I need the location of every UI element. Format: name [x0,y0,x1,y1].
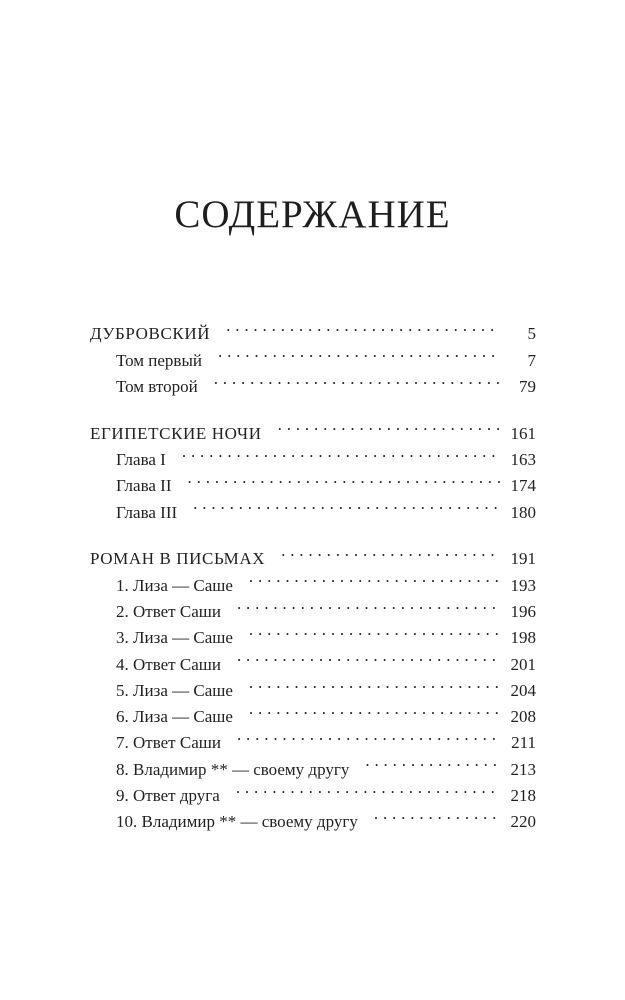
toc-page-number: 220 [510,812,536,832]
toc-entry-label: 7. Ответ Саши [116,733,221,753]
dot-leader [237,643,500,669]
toc-page-number: 196 [510,601,536,621]
toc-heading[interactable] [90,538,536,569]
toc-entry-label: 1. Лиза — Саше [116,575,233,595]
toc-page-number: 174 [510,476,536,496]
toc-heading[interactable] [90,412,536,443]
toc-page-number: 7 [527,350,536,370]
toc-page-number: 213 [510,759,536,779]
dot-leader [249,617,500,643]
toc-page-number: 198 [510,628,536,648]
toc-entry-label: Том второй [116,376,198,396]
dot-leader [182,439,500,465]
toc-page-number: 191 [510,549,536,569]
dot-leader [188,465,501,491]
toc-page-number: 208 [510,707,536,727]
dot-leader [193,491,500,517]
toc-page-number: 193 [510,575,536,595]
toc-entry-label: Глава II [116,476,172,496]
toc-entry-label: Глава I [116,449,166,469]
toc-heading-label: РОМАН В ПИСЬМАХ [90,549,266,569]
page-title: СОДЕРЖАНИЕ [174,193,451,236]
toc-page-number: 5 [527,324,536,344]
toc-page-number: 163 [510,449,536,469]
toc-page-number: 211 [511,733,536,753]
dot-leader [214,366,500,392]
toc-entry-label: 2. Ответ Саши [116,601,221,621]
toc-heading[interactable] [90,313,536,344]
toc-entry-label: 4. Ответ Саши [116,654,221,674]
dot-leader [237,722,500,748]
dot-leader [249,696,500,722]
dot-leader [237,591,500,617]
table-of-contents [90,313,536,848]
dot-leader [278,412,500,438]
dot-leader [218,339,500,365]
toc-section-egyptian-nights [90,412,536,522]
toc-entry-label: Глава III [116,502,178,522]
toc-page-number: 201 [510,654,536,674]
toc-page-number: 79 [519,376,536,396]
toc-entry-label: 6. Лиза — Саше [116,707,233,727]
toc-heading-label: ДУБРОВСКИЙ [90,324,211,344]
toc-entry-label: 5. Лиза — Саше [116,680,233,700]
toc-entry-label: Том первый [116,350,202,370]
dot-leader [226,313,500,339]
toc-heading-label: ЕГИПЕТСКИЕ НОЧИ [90,423,262,443]
dot-leader [374,801,500,827]
dot-leader [281,538,500,564]
dot-leader [365,748,500,774]
toc-page-number: 218 [510,786,536,806]
dot-leader [249,564,500,590]
toc-section-dubrovsky [90,313,536,396]
toc-entry-label: 3. Лиза — Саше [116,628,233,648]
toc-entry-label: 9. Ответ друга [116,786,220,806]
dot-leader [236,775,500,801]
toc-entry-label: 10. Владимир ** — своему другу [116,812,358,832]
toc-entry-label: 8. Владимир ** — своему другу [116,759,350,779]
toc-section-novel-in-letters [90,538,536,832]
toc-page-number: 180 [510,502,536,522]
dot-leader [249,670,500,696]
toc-page-number: 204 [510,680,536,700]
toc-page-number: 161 [510,423,536,443]
